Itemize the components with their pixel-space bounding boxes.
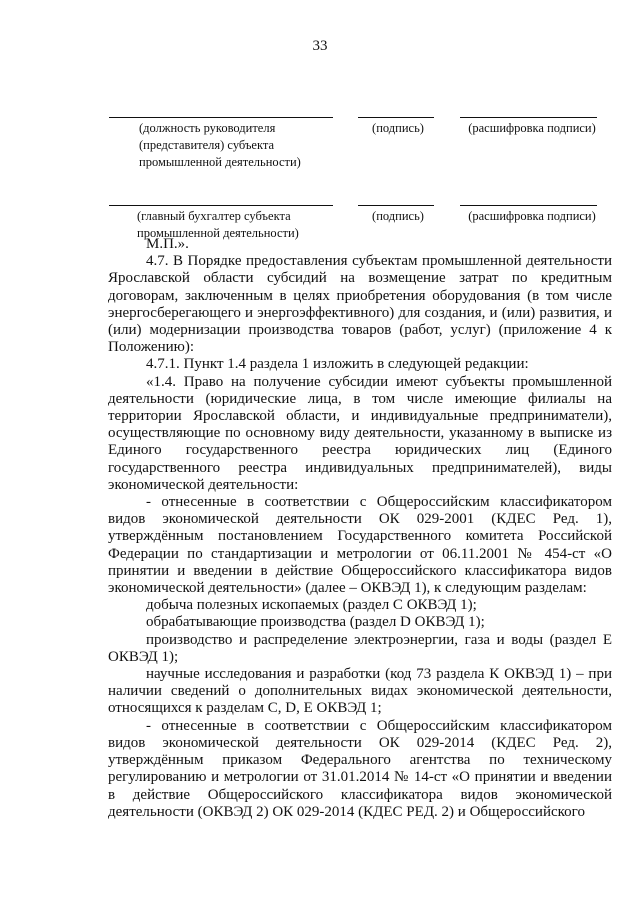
signature-line — [358, 117, 434, 118]
list-item-manufacturing: обрабатывающие производства (раздел D ОКВЭД 1); — [146, 614, 485, 631]
document-body — [108, 236, 612, 821]
position-signature-line — [109, 205, 333, 206]
position-signature-line — [109, 117, 333, 118]
signature-caption: (подпись) — [372, 121, 424, 135]
paragraph-4-7-1: 4.7.1. Пункт 1.4 раздела 1 изложить в следующей редакции: — [146, 356, 529, 373]
signature-caption: (подпись) — [372, 209, 424, 223]
decoding-caption: (расшифровка подписи) — [468, 121, 596, 135]
position-caption: (должность руководителя (представителя) субъекта промышленной деятельности) — [139, 121, 301, 169]
signature-line — [358, 205, 434, 206]
stamp-place-label: М.П.». — [146, 236, 189, 252]
position-caption: (главный бухгалтер субъекта промышленной деятельности) — [137, 209, 299, 240]
list-item-research: научные исследования и разработки (код 73 раздела К ОКВЭД 1) – при наличии сведений о дополнительных видах экономической деятельности, относящихся к разделам С, D, Е ОКВЭД 1; — [108, 666, 612, 717]
decoding-caption: (расшифровка подписи) — [468, 209, 596, 223]
paragraph-4-7: 4.7. В Порядке предоставления субъектам промышленной деятельности Ярославской области субсидий на возмещение затрат по кредитным договорам, заключенным в целях приобретения оборудования (в том числе энергосберегающего и энергоэффективного) для создания, и (или) развития, и (или) модернизации производства товаров (работ, услуг) (приложение 4 к Положению): — [108, 253, 612, 356]
name-decoding-line — [460, 205, 597, 206]
name-decoding-line — [460, 117, 597, 118]
list-item-mining: добыча полезных ископаемых (раздел С ОКВЭД 1); — [146, 597, 477, 614]
list-item-energy: производство и распределение электроэнергии, газа и воды (раздел Е ОКВЭД 1); — [108, 631, 612, 665]
paragraph-1-4: «1.4. Право на получение субсидии имеют субъекты промышленной деятельности (юридические лица, в том числе имеющие филиалы на территории Ярославской области, и индивидуальные предприниматели), осуществляющие по основному виду деятельности, указанному в выписке из Единого государственного реестра юридических лиц (Единого государственного реестра индивидуальных предпринимателей), виды экономической деятельности: — [108, 373, 612, 493]
paragraph-okved2: - отнесенные в соответствии с Общероссийским классификатором видов экономической деятельности ОК 029-2014 (КДЕС Ред. 2), утверждённым приказом Федерального агентства по техническому регулированию и метрологии от 31.01.2014 № 14-ст «О принятии и введении в действие Общероссийского классификатора видов экономической деятельности (ОКВЭД 2) ОК 029-2014 (КДЕС РЕД. 2) и Общероссийского — [108, 717, 612, 820]
page-number: 33 — [312, 38, 328, 54]
paragraph-okved1: - отнесенные в соответствии с Общероссийским классификатором видов экономической деятельности ОК 029-2001 (КДЕС Ред. 1), утверждённым постановлением Государственного комитета Российской Федерации по стандартизации и метрологии от 06.11.2001 № 454-ст «О принятии и введении в действие Общероссийского классификатора видов экономической деятельности» (далее – ОКВЭД 1), к следующим разделам: — [108, 494, 612, 597]
